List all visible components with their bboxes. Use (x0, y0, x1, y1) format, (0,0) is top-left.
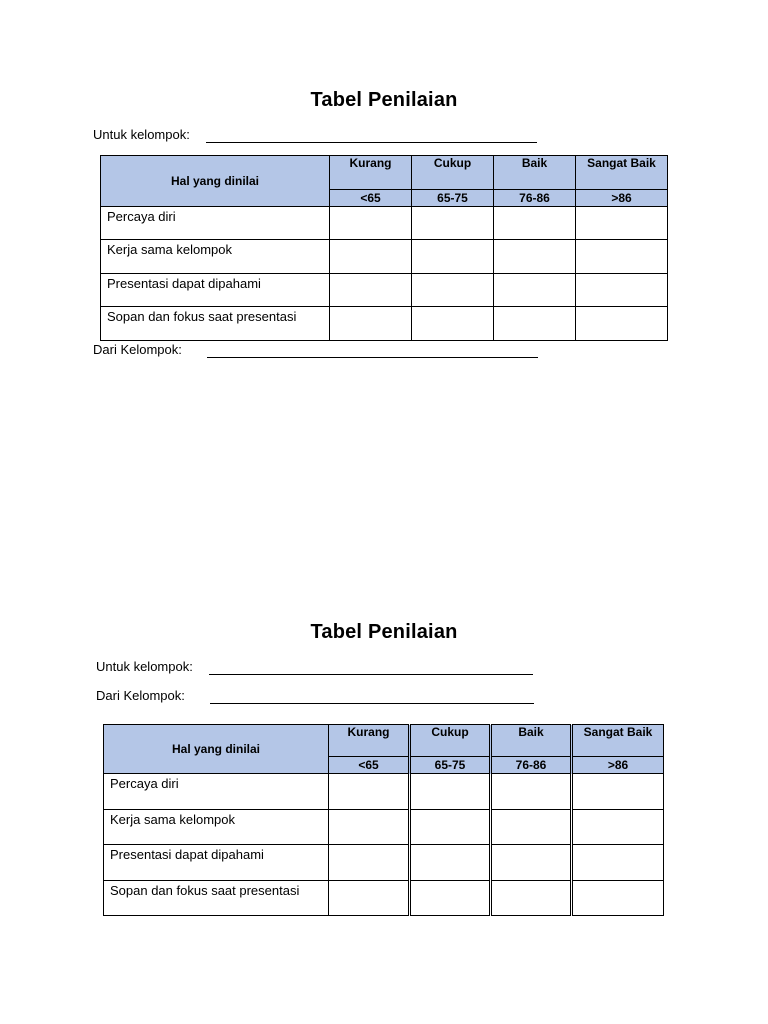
score-cell[interactable] (329, 810, 410, 845)
criterion-label: Presentasi dapat dipahami (101, 274, 330, 307)
score-cell[interactable] (410, 810, 491, 845)
criterion-label: Kerja sama kelompok (101, 240, 330, 274)
for-group-input-line[interactable] (206, 142, 537, 143)
table-row (101, 240, 668, 274)
page-title: Tabel Penilaian (310, 621, 458, 643)
level-range: >86 (572, 757, 664, 774)
criterion-label: Presentasi dapat dipahami (104, 845, 329, 881)
level-name: Kurang (329, 725, 410, 757)
assessment-table (100, 155, 668, 341)
score-cell[interactable] (329, 845, 410, 881)
score-cell[interactable] (576, 207, 668, 240)
level-name: Sangat Baik (576, 156, 668, 190)
score-cell[interactable] (329, 774, 410, 810)
score-cell[interactable] (491, 810, 572, 845)
score-cell[interactable] (330, 307, 412, 341)
score-cell[interactable] (572, 845, 664, 881)
level-range: <65 (330, 190, 412, 207)
from-group-input-line[interactable] (210, 703, 534, 704)
score-cell[interactable] (494, 274, 576, 307)
level-name: Baik (494, 156, 576, 190)
criterion-label: Sopan dan fokus saat presentasi (101, 307, 330, 341)
score-cell[interactable] (412, 274, 494, 307)
table-row (101, 274, 668, 307)
table-row (104, 845, 664, 881)
score-cell[interactable] (329, 881, 410, 916)
table-row (104, 810, 664, 845)
level-name: Kurang (330, 156, 412, 190)
criterion-label: Percaya diri (101, 207, 330, 240)
score-cell[interactable] (330, 207, 412, 240)
score-cell[interactable] (572, 774, 664, 810)
level-range: <65 (329, 757, 410, 774)
level-name: Cukup (410, 725, 491, 757)
for-group-label: Untuk kelompok: (96, 659, 193, 674)
criterion-label: Kerja sama kelompok (104, 810, 329, 845)
for-group-label: Untuk kelompok: (93, 127, 190, 142)
score-cell[interactable] (572, 810, 664, 845)
table-row (101, 307, 668, 341)
level-range: 76-86 (494, 190, 576, 207)
level-range: 76-86 (491, 757, 572, 774)
from-group-label: Dari Kelompok: (93, 342, 182, 357)
score-cell[interactable] (576, 307, 668, 341)
level-range: >86 (576, 190, 668, 207)
score-cell[interactable] (410, 774, 491, 810)
score-cell[interactable] (491, 881, 572, 916)
score-cell[interactable] (494, 307, 576, 341)
criteria-header: Hal yang dinilai (104, 725, 329, 774)
table-row (104, 881, 664, 916)
table-row (104, 774, 664, 810)
score-cell[interactable] (330, 240, 412, 274)
criterion-label: Sopan dan fokus saat presentasi (104, 881, 329, 916)
page-title: Tabel Penilaian (310, 89, 458, 111)
table-row (101, 207, 668, 240)
from-group-input-line[interactable] (207, 357, 538, 358)
score-cell[interactable] (412, 307, 494, 341)
score-cell[interactable] (412, 207, 494, 240)
score-cell[interactable] (412, 240, 494, 274)
score-cell[interactable] (576, 240, 668, 274)
assessment-table (103, 724, 664, 916)
score-cell[interactable] (572, 881, 664, 916)
score-cell[interactable] (410, 845, 491, 881)
criteria-header: Hal yang dinilai (101, 156, 330, 207)
level-name: Sangat Baik (572, 725, 664, 757)
level-range: 65-75 (412, 190, 494, 207)
score-cell[interactable] (494, 207, 576, 240)
score-cell[interactable] (330, 274, 412, 307)
score-cell[interactable] (491, 845, 572, 881)
score-cell[interactable] (576, 274, 668, 307)
level-range: 65-75 (410, 757, 491, 774)
level-name: Baik (491, 725, 572, 757)
from-group-label: Dari Kelompok: (96, 688, 185, 703)
for-group-input-line[interactable] (209, 674, 533, 675)
criterion-label: Percaya diri (104, 774, 329, 810)
score-cell[interactable] (491, 774, 572, 810)
score-cell[interactable] (410, 881, 491, 916)
level-name: Cukup (412, 156, 494, 190)
score-cell[interactable] (494, 240, 576, 274)
